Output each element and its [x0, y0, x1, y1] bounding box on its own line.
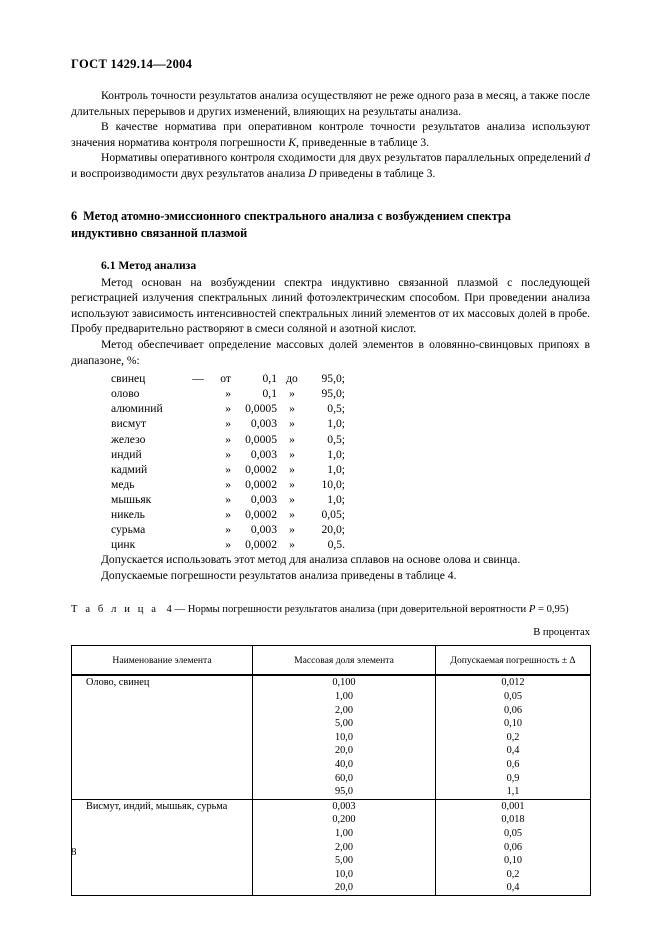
element-to-label: »	[289, 462, 295, 476]
element-from-label: »	[225, 523, 231, 537]
element-from-value: 0,1	[262, 387, 277, 401]
paragraph-allowed-errors: Допускаемые погрешности результатов анализа приведены в таблице 4.	[101, 568, 457, 582]
cell-value: 40,0	[334, 759, 354, 770]
table-row	[72, 799, 591, 895]
variable-d-upper: D	[308, 166, 317, 180]
element-range-list	[71, 371, 590, 552]
cell-value: 2,00	[334, 841, 354, 853]
table-units-note: В процентах	[533, 627, 590, 639]
element-from-label: »	[225, 462, 231, 476]
section-6-heading	[71, 208, 571, 242]
element-name: алюминий	[111, 402, 163, 416]
element-to-value: 0,5;	[327, 432, 345, 446]
variable-p: P	[528, 604, 536, 616]
cell-value: 0,10	[503, 855, 523, 867]
element-name: кадмий	[111, 462, 148, 476]
paragraph-error-norm-part1: В качестве норматива при оперативном контроле точности результатов анализа используют значения норматива контроля погрешности	[71, 120, 590, 149]
paragraph-repeatability-part2: и воспроизводимости двух результатов анализа	[71, 166, 309, 180]
cell-value: 0,003	[332, 800, 356, 812]
cell-value: 10,0	[334, 868, 354, 880]
cell-value: 0,6	[506, 759, 520, 770]
standard-number-header: ГОСТ 1429.14—2004	[71, 57, 193, 71]
element-name: сурьма	[111, 523, 146, 537]
variable-d-lower: d	[584, 151, 590, 165]
table-4-norms	[71, 645, 591, 896]
element-to-label: »	[289, 432, 295, 446]
paragraph-error-norm-part2: , приведенные в таблице 3.	[296, 135, 430, 149]
paragraph-accuracy-control: Контроль точности результатов анализа осуществляют не реже одного раза в месяц, а также после длительных перерывов и других изменений, влияющих на результаты анализа.	[71, 89, 590, 118]
element-from-value: 0,0002	[245, 538, 277, 552]
subsection-6-1-number: 6.1	[101, 258, 116, 272]
cell-value: 5,00	[334, 718, 354, 730]
element-from-label: »	[225, 417, 231, 431]
list-item	[71, 432, 590, 447]
element-from-label: »	[225, 432, 231, 446]
column-header-mass-fraction: Массовая доля элемента	[253, 646, 436, 676]
paragraph-repeatability-part1: Нормативы оперативного контроля сходимости для двух результатов параллельных определений	[101, 151, 585, 165]
element-from-label: »	[225, 387, 231, 401]
element-from-value: 0,0002	[245, 477, 277, 491]
element-to-label: »	[289, 507, 295, 521]
element-name: мышьяк	[111, 492, 152, 506]
cell-value: 0,05	[503, 827, 523, 839]
variable-k: K	[288, 135, 297, 149]
cell-value: 0,100	[332, 677, 356, 689]
group-name-bismuth-indium-arsenic-antimony: Висмут, индий, мышьяк, сурьма	[72, 799, 253, 895]
element-to-label: »	[289, 402, 295, 416]
element-name: цинк	[111, 538, 136, 552]
element-to-value: 1,0;	[327, 417, 345, 431]
cell-value: 10,0	[334, 731, 354, 743]
element-from-value: 0,0005	[245, 402, 277, 416]
element-name: железо	[111, 432, 146, 446]
element-name: медь	[111, 477, 135, 491]
element-to-label: »	[289, 387, 295, 401]
element-from-value: 0,0002	[245, 462, 277, 476]
element-from-label: »	[225, 402, 231, 416]
cell-value: 20,0	[334, 882, 354, 894]
element-from-value: 0,1	[262, 372, 277, 386]
cell-value: 0,012	[501, 677, 525, 689]
element-to-value: 10,0;	[321, 477, 345, 491]
cell-value: 0,2	[506, 868, 520, 880]
subsection-6-1-title: Метод анализа	[118, 258, 197, 272]
cell-value: 0,018	[501, 814, 525, 826]
list-item	[71, 416, 590, 431]
section-6-number: 6	[71, 208, 78, 223]
paragraph-allowed-use: Допускается использовать этот метод для анализа сплавов на основе олова и свинца.	[101, 553, 521, 567]
paragraph-error-norm	[71, 119, 590, 150]
element-to-value: 1,0;	[327, 492, 345, 506]
element-to-value: 1,0;	[327, 462, 345, 476]
cell-value: 0,2	[506, 731, 520, 743]
element-from-value: 0,0005	[245, 432, 277, 446]
element-to-value: 1,0;	[327, 447, 345, 461]
table-body	[72, 675, 591, 895]
element-to-label: »	[289, 447, 295, 461]
tolerance-values-group-2	[436, 799, 591, 895]
element-name: индий	[111, 447, 142, 461]
cell-value: 1,00	[334, 827, 354, 839]
table-caption-number: 4	[166, 604, 172, 616]
cell-value: 5,00	[334, 855, 354, 867]
list-item	[71, 537, 590, 552]
list-item	[71, 371, 590, 386]
element-from-value: 0,0002	[245, 507, 277, 521]
element-to-value: 95,0;	[321, 387, 345, 401]
cell-value: 0,06	[503, 704, 523, 716]
table-4-caption	[71, 603, 590, 617]
section-6-title: Метод атомно-эмиссионного спектрального анализа с возбуждением спектра индуктивно связанной плазмой	[71, 208, 511, 240]
table-row	[72, 675, 591, 799]
element-from-label: »	[225, 507, 231, 521]
element-from-label: »	[225, 492, 231, 506]
paragraph-method-range: Метод обеспечивает определение массовых долей элементов в оловянно-свинцовых припоях в диапазоне, %:	[71, 337, 590, 367]
subsection-6-1-heading	[71, 259, 590, 272]
column-header-tolerance: Допускаемая погрешность ± Δ	[436, 646, 591, 676]
document-body	[71, 88, 590, 896]
cell-value: 0,10	[503, 718, 523, 730]
table-caption-text: — Нормы погрешности результатов анализа (при доверительной вероятности	[174, 604, 527, 616]
element-from-label: »	[225, 477, 231, 491]
paragraph-method-basis: Метод основан на возбуждении спектра индуктивно связанной плазмой с последующей регистрацией излучения спектральных линий фотоэлектрическим способом. При проведении анализа используют зависимость интенсивностей спектральных линий элементов от их массовых долей в пробе. Пробу предварительно растворяют в смеси соляной и азотной кислот.	[71, 275, 590, 336]
element-name: никель	[111, 507, 145, 521]
list-item	[71, 401, 590, 416]
cell-value: 1,1	[506, 786, 520, 798]
cell-value: 0,9	[506, 772, 520, 784]
element-dash: —	[192, 372, 204, 386]
table-caption-label: Т а б л и ц а	[71, 604, 159, 616]
cell-value: 0,4	[506, 745, 520, 757]
column-header-element-name: Наименование элемента	[72, 646, 253, 676]
cell-value: 2,00	[334, 704, 354, 716]
list-item	[71, 492, 590, 507]
element-from-label: от	[220, 372, 231, 386]
element-to-label: до	[286, 372, 298, 386]
cell-value: 60,0	[334, 772, 354, 784]
cell-value: 95,0	[334, 786, 354, 798]
cell-value: 0,06	[503, 841, 523, 853]
element-to-value: 0,5.	[327, 538, 345, 552]
list-item	[71, 507, 590, 522]
element-to-label: »	[289, 523, 295, 537]
element-from-value: 0,003	[250, 523, 277, 537]
element-name: олово	[111, 387, 140, 401]
tolerance-values-group-1	[436, 675, 591, 799]
element-to-value: 0,05;	[321, 507, 345, 521]
group-name-tin-lead: Олово, свинец	[72, 675, 253, 799]
table-header-row	[72, 646, 591, 676]
table-header-row-group	[72, 646, 591, 676]
element-to-value: 20,0;	[321, 523, 345, 537]
list-item	[71, 462, 590, 477]
cell-value: 1,00	[334, 691, 354, 703]
element-from-label: »	[225, 447, 231, 461]
element-from-value: 0,003	[250, 417, 277, 431]
list-item	[71, 522, 590, 537]
table-caption-tail: = 0,95)	[537, 604, 569, 616]
list-item	[71, 477, 590, 492]
mass-fraction-values-group-1	[253, 675, 436, 799]
cell-value: 20,0	[334, 745, 354, 757]
list-item	[71, 447, 590, 462]
cell-value: 0,4	[506, 882, 520, 894]
cell-value: 0,05	[503, 691, 523, 703]
paragraph-repeatability-part3: приведены в таблице 3.	[316, 166, 436, 180]
element-to-value: 95,0;	[321, 372, 345, 386]
element-from-value: 0,003	[250, 447, 277, 461]
element-name: висмут	[111, 417, 147, 431]
list-item	[71, 386, 590, 401]
mass-fraction-values-group-2	[253, 799, 436, 895]
element-from-label: »	[225, 538, 231, 552]
cell-value: 0,001	[501, 800, 525, 812]
element-to-value: 0,5;	[327, 402, 345, 416]
element-name: свинец	[111, 372, 146, 386]
element-to-label: »	[289, 417, 295, 431]
page-number: 8	[71, 846, 77, 858]
element-from-value: 0,003	[250, 492, 277, 506]
post-list-paragraphs	[71, 552, 590, 583]
paragraph-repeatability-norm	[71, 150, 590, 181]
element-to-label: »	[289, 538, 295, 552]
cell-value: 0,200	[332, 814, 356, 826]
element-to-label: »	[289, 492, 295, 506]
element-to-label: »	[289, 477, 295, 491]
